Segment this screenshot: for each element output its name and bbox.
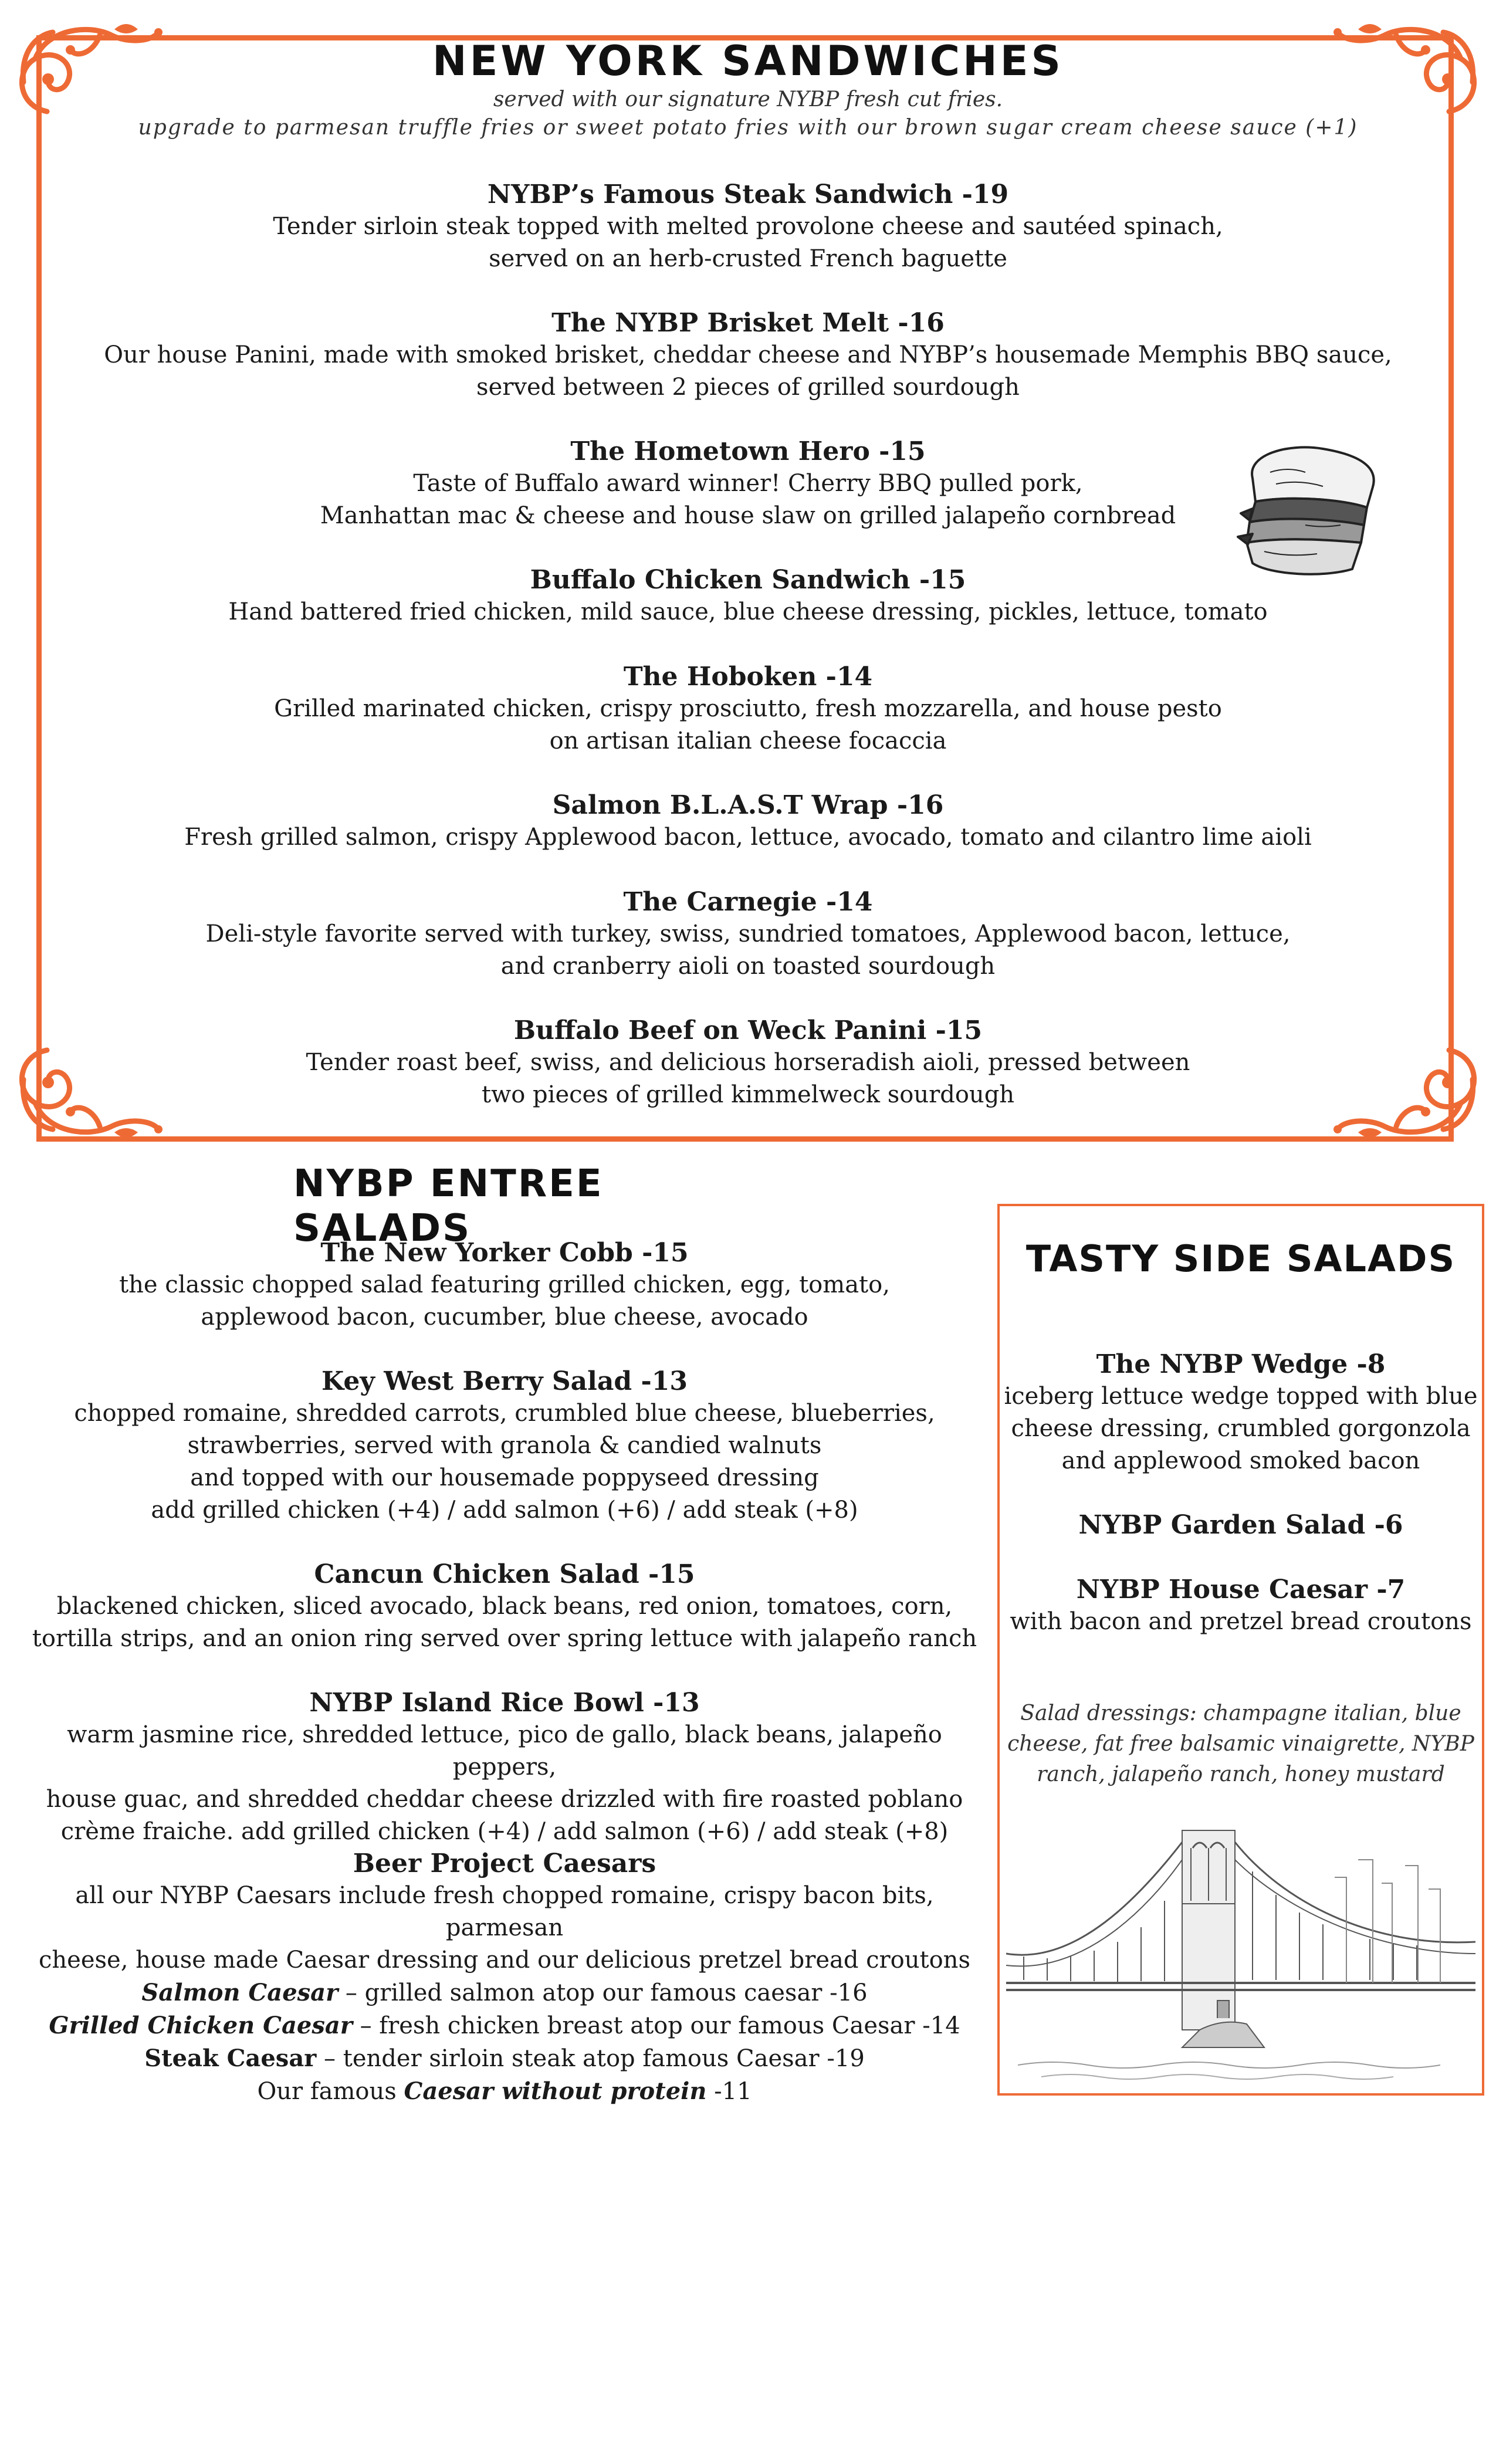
item-description: and applewood smoked bacon bbox=[1061, 1447, 1420, 1474]
item-description: on artisan italian cheese focaccia bbox=[549, 727, 947, 754]
item-title: Cancun Chicken Salad -15 bbox=[314, 1559, 695, 1589]
sandwiches-upgrade-note: upgrade to parmesan truffle fries or sweet potato fries with our brown sugar cream cheese sauce (+1) bbox=[138, 116, 1358, 140]
menu-item bbox=[59, 661, 1437, 757]
caesar-desc: Our famous bbox=[257, 2078, 404, 2105]
menu-item bbox=[1003, 1573, 1478, 1638]
item-title: Buffalo Chicken Sandwich -15 bbox=[530, 565, 966, 595]
item-description: Tender roast beef, swiss, and delicious horseradish aioli, pressed between bbox=[306, 1049, 1190, 1076]
item-title: NYBP’s Famous Steak Sandwich -19 bbox=[487, 180, 1009, 209]
item-description: add grilled chicken (+4) / add salmon (+6) / add steak (+8) bbox=[151, 1497, 858, 1524]
menu-item bbox=[18, 1558, 991, 1655]
sandwiches-subtitle: served with our signature NYBP fresh cut fries. bbox=[493, 87, 1003, 111]
item-description: tortilla strips, and an onion ring served over spring lettuce with jalapeño ranch bbox=[32, 1625, 977, 1652]
item-title: Buffalo Beef on Weck Panini -15 bbox=[513, 1016, 983, 1045]
caesar-option bbox=[18, 2009, 991, 2042]
menu-item bbox=[59, 1014, 1437, 1111]
item-title: The Hometown Hero -15 bbox=[570, 436, 926, 466]
item-description: iceberg lettuce wedge topped with blue bbox=[1004, 1383, 1478, 1410]
item-description: and cranberry aioli on toasted sourdough bbox=[500, 953, 996, 980]
item-description: Taste of Buffalo award winner! Cherry BBQ pulled pork, bbox=[413, 470, 1083, 497]
caesar-option bbox=[18, 1976, 991, 2009]
item-title: The NYBP Wedge -8 bbox=[1096, 1349, 1386, 1379]
item-description: Grilled marinated chicken, crispy prosciutto, fresh mozzarella, and house pesto bbox=[274, 695, 1222, 722]
caesar-price: -11 bbox=[706, 2078, 752, 2105]
menu-item bbox=[1003, 1348, 1478, 1477]
dressings-line: cheese, fat free balsamic vinaigrette, NYBP bbox=[1007, 1732, 1474, 1756]
item-description: Manhattan mac & cheese and house slaw on grilled jalapeño cornbread bbox=[320, 502, 1176, 529]
menu-item bbox=[59, 307, 1437, 404]
item-description: Tender sirloin steak topped with melted provolone cheese and sautéed spinach, bbox=[273, 213, 1223, 240]
menu-item bbox=[59, 789, 1437, 854]
item-description: all our NYBP Caesars include fresh chopped romaine, crispy bacon bits, parmesan bbox=[75, 1882, 934, 1941]
bridge-illustration-icon bbox=[1006, 1807, 1475, 2089]
menu-item bbox=[59, 564, 1437, 628]
sandwiches-heading: NEW YORK SANDWICHES bbox=[432, 37, 1064, 85]
item-title: NYBP Island Rice Bowl -13 bbox=[309, 1688, 700, 1718]
item-title: The New Yorker Cobb -15 bbox=[320, 1238, 689, 1268]
item-description: Hand battered fried chicken, mild sauce, blue cheese dressing, pickles, lettuce, tomato bbox=[228, 598, 1268, 625]
caesar-option bbox=[18, 2042, 991, 2075]
item-title: Beer Project Caesars bbox=[353, 1849, 656, 1879]
item-description: the classic chopped salad featuring grilled chicken, egg, tomato, bbox=[119, 1271, 890, 1298]
caesar-desc: – fresh chicken breast atop our famous Caesar -14 bbox=[352, 2012, 960, 2039]
item-description: served on an herb-crusted French baguette bbox=[489, 245, 1007, 272]
item-description: Our house Panini, made with smoked brisket, cheddar cheese and NYBP’s housemade Memphis BBQ sauce, bbox=[104, 341, 1392, 368]
caesar-desc: – grilled salmon atop our famous caesar -16 bbox=[338, 1979, 868, 2006]
item-description: cheese, house made Caesar dressing and our delicious pretzel bread croutons bbox=[39, 1947, 970, 1974]
menu-item bbox=[18, 1237, 991, 1333]
item-title: Key West Berry Salad -13 bbox=[321, 1366, 688, 1396]
caesar-name: Grilled Chicken Caesar bbox=[49, 2012, 353, 2039]
item-title: The Hoboken -14 bbox=[623, 662, 873, 692]
item-description: warm jasmine rice, shredded lettuce, pico de gallo, black beans, jalapeño peppers, bbox=[67, 1721, 942, 1781]
item-description: strawberries, served with granola & candied walnuts bbox=[187, 1432, 822, 1459]
item-description: crème fraiche. add grilled chicken (+4) / add salmon (+6) / add steak (+8) bbox=[60, 1818, 949, 1845]
menu-item bbox=[18, 1847, 991, 2108]
side-salads-heading: TASTY SIDE SALADS bbox=[1025, 1237, 1456, 1280]
dressings-line: ranch, jalapeño ranch, honey mustard bbox=[1037, 1762, 1445, 1786]
item-title: The NYBP Brisket Melt -16 bbox=[551, 308, 945, 338]
caesar-desc: – tender sirloin steak atop famous Caesar -19 bbox=[316, 2045, 865, 2072]
sandwich-illustration-icon bbox=[1235, 443, 1382, 581]
menu-item bbox=[18, 1365, 991, 1527]
menu-item bbox=[59, 435, 1437, 532]
menu-item bbox=[18, 1687, 991, 1848]
salad-dressings-note bbox=[1003, 1698, 1478, 1790]
item-description: and topped with our housemade poppyseed dressing bbox=[190, 1464, 819, 1491]
item-description: house guac, and shredded cheddar cheese drizzled with fire roasted poblano bbox=[46, 1786, 963, 1813]
menu-item bbox=[59, 886, 1437, 983]
item-description: Deli-style favorite served with turkey, swiss, sundried tomatoes, Applewood bacon, lettuce, bbox=[205, 920, 1291, 947]
menu-item bbox=[1003, 1509, 1478, 1541]
caesar-option bbox=[18, 2075, 991, 2108]
item-title: NYBP Garden Salad -6 bbox=[1078, 1510, 1403, 1540]
item-title: The Carnegie -14 bbox=[623, 887, 873, 917]
item-description: Fresh grilled salmon, crispy Applewood bacon, lettuce, avocado, tomato and cilantro lime aioli bbox=[184, 824, 1312, 851]
item-title: NYBP House Caesar -7 bbox=[1076, 1575, 1406, 1605]
item-description: blackened chicken, sliced avocado, black beans, red onion, tomatoes, corn, bbox=[56, 1593, 953, 1620]
item-title: Salmon B.L.A.S.T Wrap -16 bbox=[552, 790, 944, 820]
entree-salads-heading: NYBP ENTREE SALADS bbox=[293, 1162, 604, 1250]
item-description: chopped romaine, shredded carrots, crumbled blue cheese, blueberries, bbox=[74, 1400, 935, 1427]
caesar-name: Steak Caesar bbox=[144, 2045, 317, 2072]
caesar-name: Salmon Caesar bbox=[141, 1979, 339, 2006]
dressings-line: Salad dressings: champagne italian, blue bbox=[1020, 1701, 1461, 1725]
item-description: served between 2 pieces of grilled sourdough bbox=[476, 374, 1020, 401]
item-description: with bacon and pretzel bread croutons bbox=[1010, 1608, 1472, 1635]
menu-item bbox=[59, 178, 1437, 275]
item-description: cheese dressing, crumbled gorgonzola bbox=[1011, 1415, 1471, 1442]
item-description: two pieces of grilled kimmelweck sourdough bbox=[481, 1081, 1015, 1108]
item-description: applewood bacon, cucumber, blue cheese, avocado bbox=[201, 1304, 808, 1331]
caesar-name: Caesar without protein bbox=[404, 2077, 707, 2105]
